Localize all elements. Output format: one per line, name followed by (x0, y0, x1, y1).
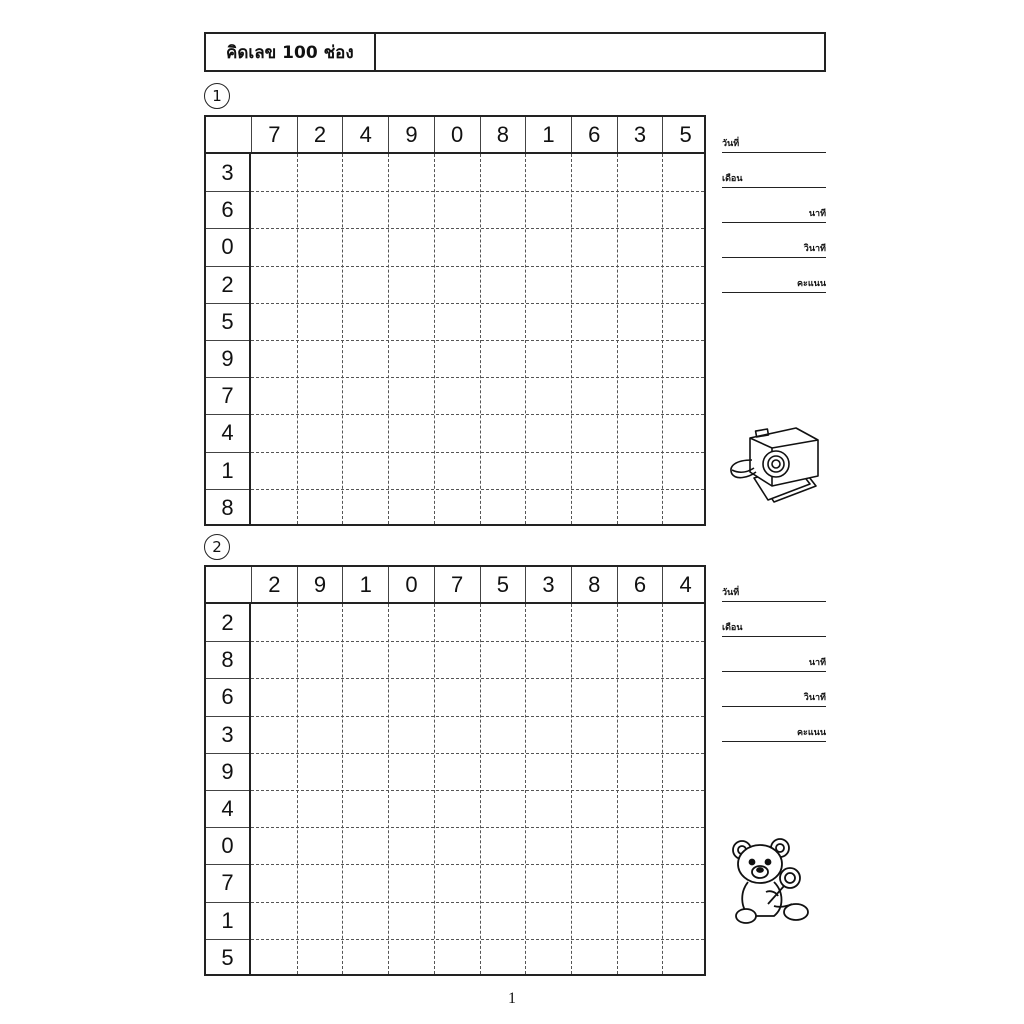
row-header-cell: 2 (206, 266, 249, 303)
row-header-cell: 4 (206, 414, 249, 451)
grid-column-divider (434, 154, 435, 524)
column-header-row (206, 117, 704, 154)
column-header-cell: 7 (251, 117, 297, 152)
column-header-cell: 0 (434, 117, 480, 152)
record-panel-2 (722, 567, 826, 742)
row-header-cell: 3 (221, 159, 234, 185)
grid-column-divider (480, 604, 481, 974)
worksheet-title-box (204, 32, 826, 72)
column-header-cell: 1 (342, 567, 388, 602)
row-header-cell: 9 (206, 753, 249, 790)
row-header-cell: 2 (221, 609, 234, 635)
column-header-cell: 4 (342, 117, 388, 152)
column-header-cell: 4 (662, 567, 708, 602)
worksheet-title: คิดเลข 100 ช่อง (206, 34, 376, 70)
day-line (722, 118, 826, 153)
minutes-label: นาที (808, 209, 826, 219)
grid-row-divider (251, 864, 704, 865)
row-header-cell: 5 (206, 939, 249, 976)
row-header-cell: 1 (206, 902, 249, 939)
seconds-label: วินาที (803, 244, 826, 254)
page-number: 1 (508, 990, 516, 1007)
day-label: วันที่ (722, 139, 740, 149)
grid-column-divider (388, 154, 389, 524)
seconds-line (722, 223, 826, 258)
grid-row-divider (251, 191, 704, 192)
grid-row-divider (251, 340, 704, 341)
row-header-cell: 9 (206, 340, 249, 377)
column-header-cell: 5 (662, 117, 708, 152)
column-header-cell: 1 (525, 117, 571, 152)
grid-row-divider (251, 489, 704, 490)
grid-column-divider (525, 154, 526, 524)
multiplication-grid-2 (204, 565, 706, 976)
column-header-cell: 2 (297, 117, 343, 152)
row-header-cell: 0 (206, 827, 249, 864)
grid-row-divider (251, 716, 704, 717)
teddy-bear-illustration (730, 836, 814, 926)
record-panel-1 (722, 118, 826, 293)
row-header-cell: 8 (206, 641, 249, 678)
column-header-cell: 9 (297, 567, 343, 602)
row-header-cell: 5 (206, 303, 249, 340)
score-line (722, 707, 826, 742)
section-1-number: 1 (204, 83, 230, 109)
month-label: เดือน (722, 174, 743, 184)
seconds-label: วินาที (803, 693, 826, 703)
grid-column-divider (617, 604, 618, 974)
minutes-label: นาที (808, 658, 826, 668)
grid-column-divider (525, 604, 526, 974)
column-header-row (206, 567, 704, 604)
grid-row-divider (251, 902, 704, 903)
grid-column-divider (571, 604, 572, 974)
row-header-cell: 1 (206, 452, 249, 489)
column-header-cell: 9 (388, 117, 434, 152)
grid-row-divider (251, 266, 704, 267)
month-line (722, 153, 826, 188)
score-label: คะแนน (797, 279, 826, 289)
grid-column-divider (342, 154, 343, 524)
score-label: คะแนน (797, 728, 826, 738)
row-header-column (206, 604, 251, 974)
grid-column-divider (297, 154, 298, 524)
grid-row-divider (251, 753, 704, 754)
grid-row-divider (251, 678, 704, 679)
name-blank-field (376, 34, 824, 70)
row-header-cell: 7 (206, 377, 249, 414)
grid-column-divider (662, 604, 663, 974)
grid-row-divider (251, 303, 704, 304)
grid-row-divider (251, 414, 704, 415)
minutes-line (722, 637, 826, 672)
column-header-cell: 6 (571, 117, 617, 152)
month-line (722, 602, 826, 637)
grid-column-divider (434, 604, 435, 974)
grid-row-divider (251, 452, 704, 453)
row-header-cell: 6 (206, 191, 249, 228)
row-header-cell: 4 (206, 790, 249, 827)
grid-row-divider (251, 939, 704, 940)
grid-column-divider (297, 604, 298, 974)
camera-illustration (726, 420, 822, 510)
grid-column-divider (662, 154, 663, 524)
grid-column-divider (480, 154, 481, 524)
grid-column-divider (571, 154, 572, 524)
month-label: เดือน (722, 623, 743, 633)
column-header-cell: 3 (525, 567, 571, 602)
minutes-line (722, 188, 826, 223)
column-header-cell: 7 (434, 567, 480, 602)
grid-column-divider (388, 604, 389, 974)
row-header-cell: 7 (206, 864, 249, 901)
row-header-cell: 8 (206, 489, 249, 526)
day-label: วันที่ (722, 588, 740, 598)
row-header-column (206, 154, 251, 524)
row-header-cell: 0 (206, 228, 249, 265)
column-header-cell: 2 (251, 567, 297, 602)
seconds-line (722, 672, 826, 707)
column-header-cell: 6 (617, 567, 663, 602)
grid-row-divider (251, 827, 704, 828)
section-2-number: 2 (204, 534, 230, 560)
score-line (722, 258, 826, 293)
column-header-cell: 8 (571, 567, 617, 602)
column-header-cell: 3 (617, 117, 663, 152)
column-header-cell: 8 (480, 117, 526, 152)
column-header-cell: 5 (480, 567, 526, 602)
grid-column-divider (342, 604, 343, 974)
multiplication-grid-1 (204, 115, 706, 526)
grid-column-divider (617, 154, 618, 524)
row-header-cell: 6 (206, 678, 249, 715)
grid-row-divider (251, 228, 704, 229)
grid-row-divider (251, 377, 704, 378)
column-header-cell: 0 (388, 567, 434, 602)
row-header-cell: 3 (206, 716, 249, 753)
grid-row-divider (251, 790, 704, 791)
day-line (722, 567, 826, 602)
grid-row-divider (251, 641, 704, 642)
